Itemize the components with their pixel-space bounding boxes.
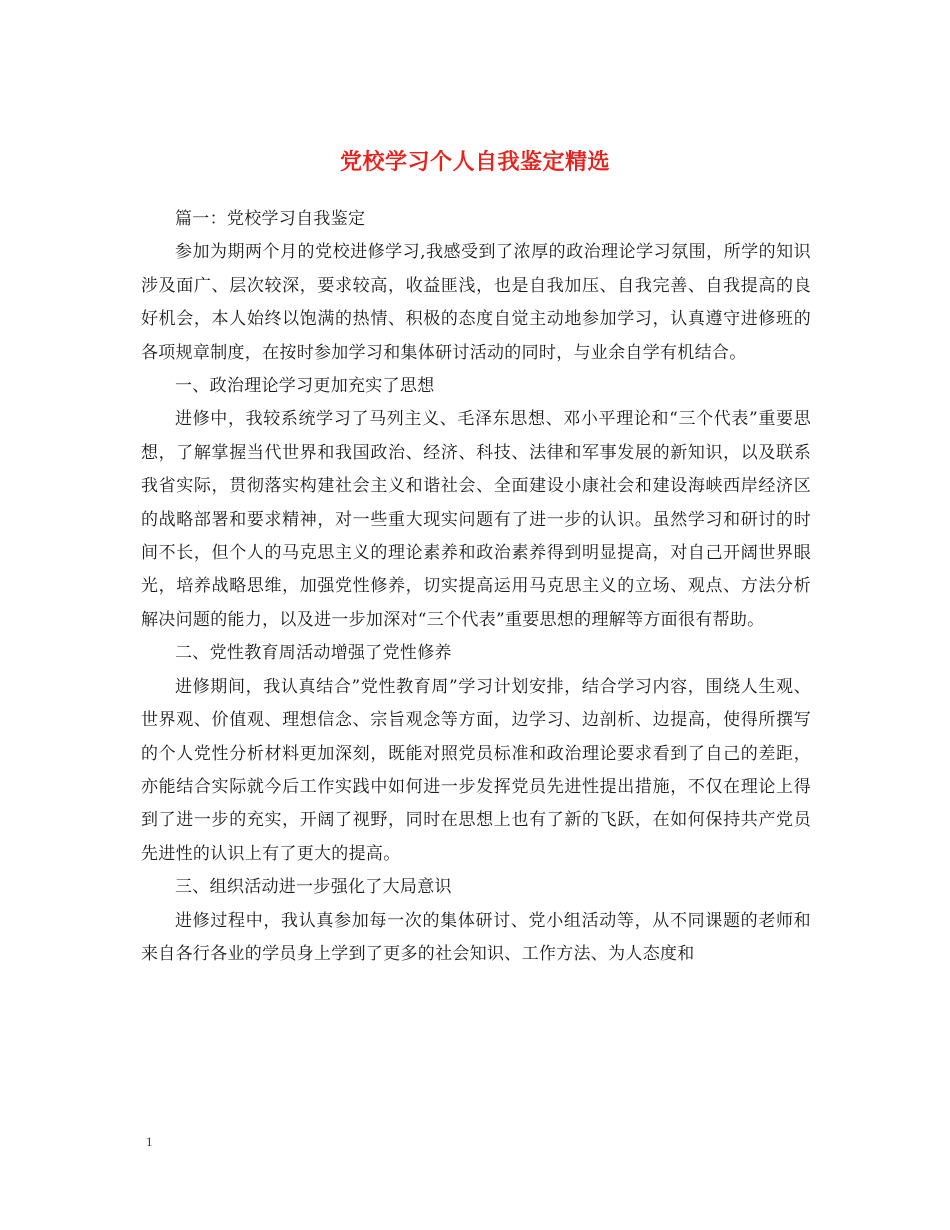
section-heading: 一、政治理论学习更加充实了思想 bbox=[175, 376, 435, 397]
paragraph: 进修期间，我认真结合”党性教育周”学习计划安排，结合学习内容，围绕人生观、世界观、价值观、理想信念、宗旨观念等方面，边学习、边剖析、边提高，使得所撰写的个人党性分析材料更加深刻，既能对照党员标准和政治理论要求看到了自己的差距，亦能结合实际就今后工作实践中如何进一步发挥党员先进性提出措施，不仅在理论上得到了进一步的充实，开阔了视野，同时在思想上也有了新的飞跃，在如何保持共产党员先进性的认识上有了更大的提高。 bbox=[141, 676, 811, 864]
paragraph: 参加为期两个月的党校进修学习,我感受到了浓厚的政治理论学习氛围，所学的知识涉及面广、层次较深，要求较高，收益匪浅，也是自我加压、自我完善、自我提高的良好机会，本人始终以饱满的热情、积极的态度自觉主动地参加学习，认真遵守进修班的各项规章制度，在按时参加学习和集体研讨活动的同时，与业余自学有机结合。 bbox=[141, 242, 811, 363]
page-number: 1 bbox=[146, 1134, 153, 1149]
document-title: 党校学习个人自我鉴定精选 bbox=[339, 148, 610, 175]
section-heading: 三、组织活动进一步强化了大局意识 bbox=[175, 877, 452, 898]
document-body bbox=[141, 203, 811, 971]
section-heading: 二、党性教育周活动增强了党性修养 bbox=[175, 643, 452, 664]
paragraph: 进修中，我较系统学习了马列主义、毛泽东思想、邓小平理论和“三个代表”重要思想，了解掌握当代世界和我国政治、经济、科技、法律和军事发展的新知识，以及联系我省实际，贯彻落实构建社会主义和谐社会、全面建设小康社会和建设海峡西岸经济区的战略部署和要求精神，对一些重大现实问题有了进一步的认识。虽然学习和研讨的时间不长，但个人的马克思主义的理论素养和政治素养得到明显提高，对自己开阔世界眼光，培养战略思维，加强党性修养，切实提高运用马克思主义的立场、观点、方法分析解决问题的能力，以及进一步加深对“三个代表”重要思想的理解等方面很有帮助。 bbox=[141, 409, 811, 630]
paragraph: 进修过程中，我认真参加每一次的集体研讨、党小组活动等，从不同课题的老师和来自各行各业的学员身上学到了更多的社会知识、工作方法、为人态度和 bbox=[141, 910, 811, 964]
section-title: 篇一：党校学习自我鉴定 bbox=[175, 209, 366, 229]
